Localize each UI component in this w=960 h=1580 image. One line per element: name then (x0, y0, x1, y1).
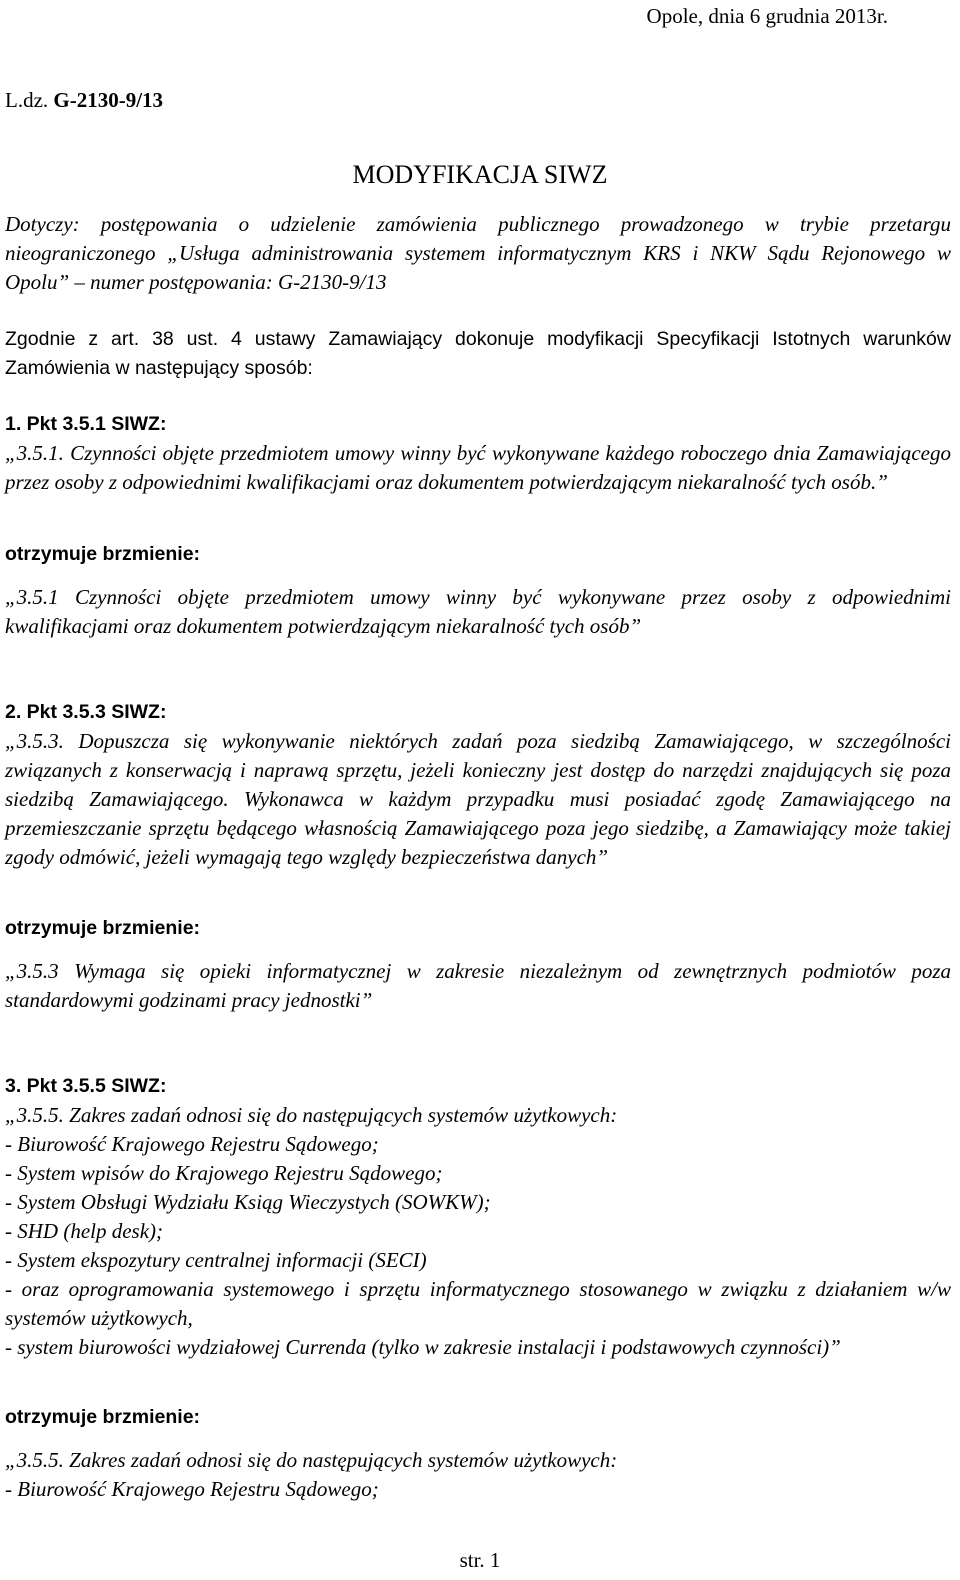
section-3-modified (5, 1446, 951, 1504)
section-2-original (5, 727, 951, 872)
section-3-original-line: - System wpisów do Krajowego Rejestru Sądowego; (5, 1161, 443, 1185)
section-2-heading: 2. Pkt 3.5.3 SIWZ: (5, 701, 167, 723)
legal-basis-paragraph (5, 325, 951, 383)
section-3-original-line: - SHD (help desk); (5, 1219, 164, 1243)
section-3-modified-line: „3.5.5. Zakres zadań odnosi się do następujących systemów użytkowych: (5, 1448, 618, 1472)
intro-paragraph (5, 210, 951, 297)
section-3-original-line: - System Obsługi Wydziału Ksiąg Wieczystych (SOWKW); (5, 1190, 491, 1214)
section-1-heading: 1. Pkt 3.5.1 SIWZ: (5, 413, 167, 435)
section-3-heading: 3. Pkt 3.5.5 SIWZ: (5, 1075, 167, 1097)
page-number: str. 1 (459, 1548, 501, 1572)
section-3-original-line: - oraz oprogramowania systemowego i sprzętu informatycznego stosowanego w związku z działaniem w/w systemów użytkowych, (5, 1277, 951, 1330)
section-1-label: otrzymuje brzmienie: (5, 543, 201, 565)
reference-number (5, 86, 163, 115)
section-2-label: otrzymuje brzmienie: (5, 917, 201, 939)
legal-basis-text: Zgodnie z art. 38 ust. 4 ustawy Zamawiający dokonuje modyfikacji Specyfikacji Istotnych warunków Zamówienia w następujący sposób: (5, 328, 951, 379)
section-3-original-line: - system biurowości wydziałowej Currenda (tylko w zakresie instalacji i podstawowych czynności)” (5, 1335, 841, 1359)
section-2-modified (5, 957, 951, 1015)
section-1-original (5, 439, 951, 497)
document-date: Opole, dnia 6 grudnia 2013r. (646, 4, 888, 28)
section-2-modified-text: „3.5.3 Wymaga się opieki informatycznej w zakresie niezależnym od zewnętrznych podmiotów poza standardowymi godzinami pracy jednostki” (5, 959, 951, 1012)
section-3-original-line: - System ekspozytury centralnej informacji (SECI) (5, 1248, 427, 1272)
section-1-original-text: „3.5.1. Czynności objęte przedmiotem umowy winny być wykonywane każdego roboczego dnia Zamawiającego przez osoby z odpowiednimi kwalifikacjami oraz dokumentem potwierdzającym niekaralność tych osób.” (5, 441, 951, 494)
section-3-original (5, 1101, 951, 1362)
section-2-original-text: „3.5.3. Dopuszcza się wykonywanie niektórych zadań poza siedzibą Zamawiającego, w szczególności związanych z konserwacją i naprawą sprzętu, jeżeli konieczny jest dostęp do narzędzi znajdujących się poza siedzibą Zamawiającego. Wykonawca w każdym przypadku musi posiadać zgodę Zamawiającego na przemieszczanie sprzętu będącego własnością Zamawiającego poza jego siedzibę, a Zamawiający może takiej zgody odmówić, jeżeli wymagają tego względy bezpieczeństwa danych” (5, 729, 951, 869)
intro-number: G-2130-9/13 (278, 270, 387, 294)
reference-prefix: L.dz. (5, 88, 54, 112)
section-3-original-line: „3.5.5. Zakres zadań odnosi się do następujących systemów użytkowych: (5, 1103, 618, 1127)
section-1-modified-text: „3.5.1 Czynności objęte przedmiotem umowy winny być wykonywane przez osoby z odpowiednimi kwalifikacjami oraz dokumentem potwierdzającym niekaralność tych osób” (5, 585, 951, 638)
section-1-modified (5, 583, 951, 641)
section-3-label: otrzymuje brzmienie: (5, 1406, 201, 1428)
intro-text: Dotyczy: postępowania o udzielenie zamówienia publicznego prowadzonego w trybie przetargu nieograniczonego „Usługa administrowania systemem informatycznym KRS i NKW Sądu Rejonowego w Opolu” – numer postępowania: (5, 212, 951, 294)
section-3-modified-line: - Biurowość Krajowego Rejestru Sądowego; (5, 1477, 379, 1501)
reference-code: G-2130-9/13 (53, 88, 164, 112)
section-3-original-line: - Biurowość Krajowego Rejestru Sądowego; (5, 1132, 379, 1156)
document-title: MODYFIKACJA SIWZ (352, 160, 608, 189)
